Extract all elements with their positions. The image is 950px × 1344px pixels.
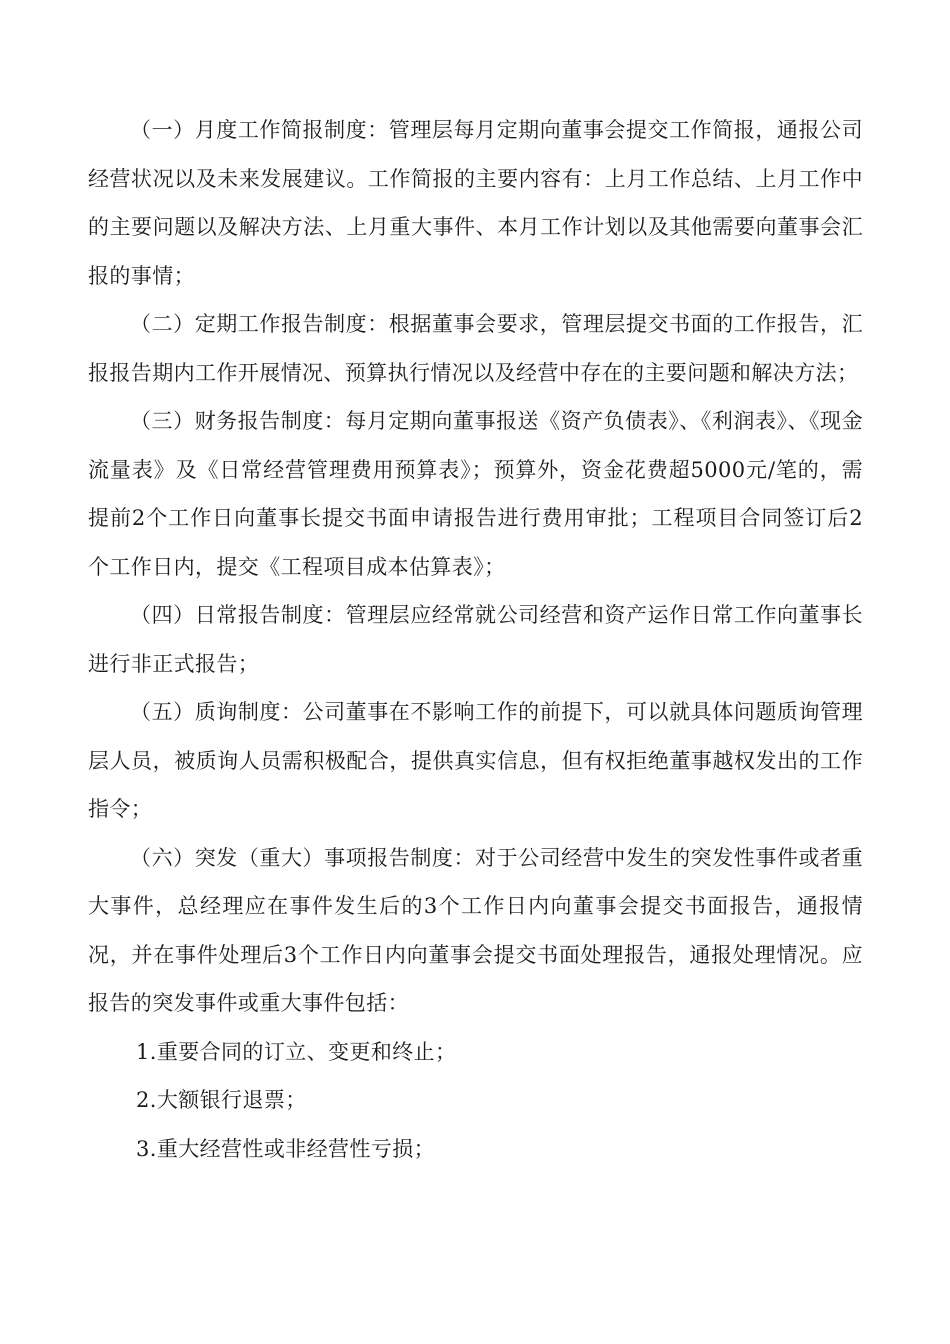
list-item: 2.大额银行退票； [136, 1088, 307, 1112]
document-page [88, 106, 863, 1173]
paragraph-inquiry: （五）质询制度：公司董事在不影响工作的前提下，可以就具体问题质询管理层人员，被质询人员需积极配合，提供真实信息，但有权拒绝董事越权发出的工作指令； [88, 700, 863, 821]
paragraph-emergency-report: （六）突发（重大）事项报告制度：对于公司经营中发生的突发性事件或者重大事件，总经理应在事件发生后的3个工作日内向董事会提交书面报告，通报情况，并在事件处理后3个工作日内向董事会提交书面处理报告，通报处理情况。应报告的突发事件或重大事件包括： [88, 845, 863, 1015]
paragraph-monthly-brief: （一）月度工作简报制度：管理层每月定期向董事会提交工作简报，通报公司经营状况以及未来发展建议。工作简报的主要内容有：上月工作总结、上月工作中的主要问题以及解决方法、上月重大事件、本月工作计划以及其他需要向董事会汇报的事情； [88, 118, 863, 288]
paragraph-periodic-report: （二）定期工作报告制度：根据董事会要求，管理层提交书面的工作报告，汇报报告期内工作开展情况、预算执行情况以及经营中存在的主要问题和解决方法； [88, 312, 863, 385]
paragraph-financial-report: （三）财务报告制度：每月定期向董事报送《资产负债表》、《利润表》、《现金流量表》及《日常经营管理费用预算表》；预算外，资金花费超5000元/笔的，需提前2个工作日向董事长提交书面申请报告进行费用审批；工程项目合同签订后2个工作日内，提交《工程项目成本估算表》； [88, 409, 863, 579]
list-item: 3.重大经营性或非经营性亏损； [136, 1136, 436, 1161]
paragraph-daily-report: （四）日常报告制度：管理层应经常就公司经营和资产运作日常工作向董事长进行非正式报告； [88, 603, 863, 676]
list-item: 1.重要合同的订立、变更和终止； [136, 1039, 457, 1064]
